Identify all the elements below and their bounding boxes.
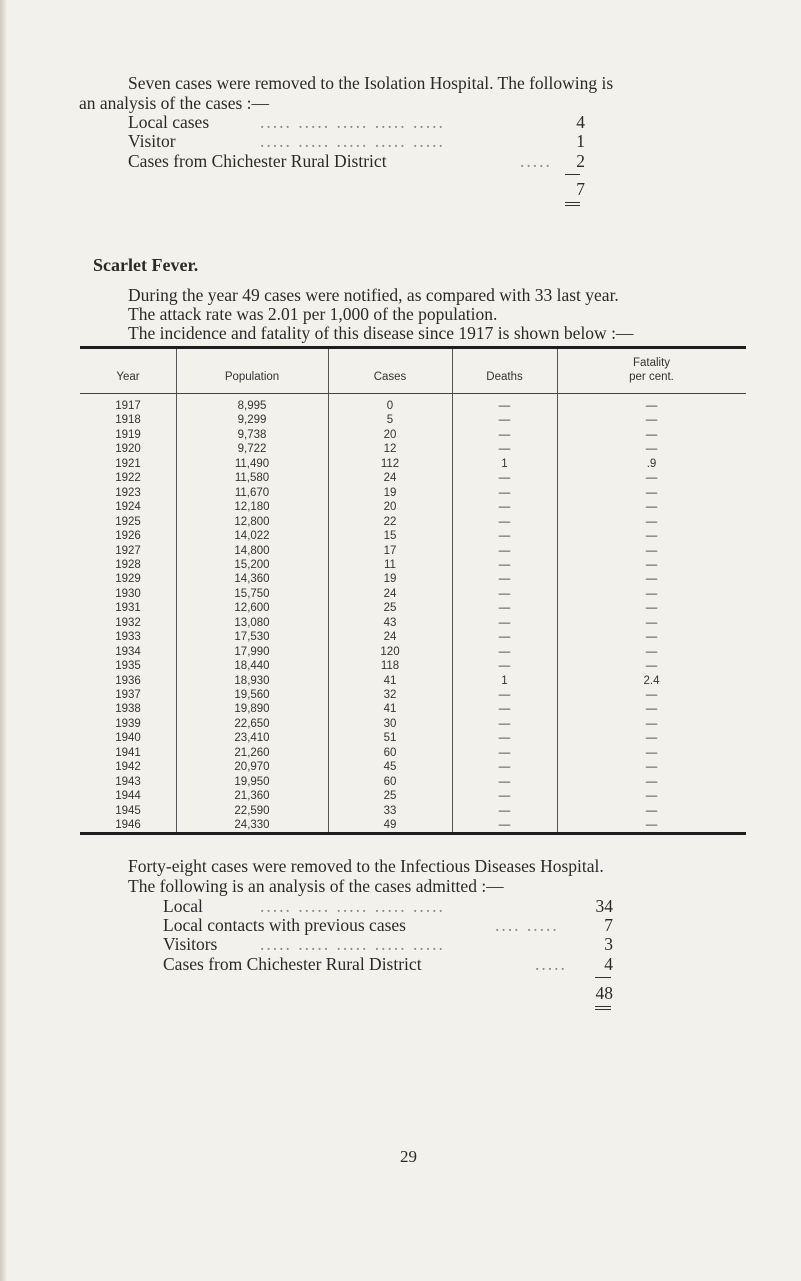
infectious-total: 48 (595, 983, 613, 1003)
cell-year: 1922 (115, 472, 141, 485)
infectious-item-label: Local contacts with previous cases (163, 915, 406, 935)
cell-cases: 60 (383, 746, 397, 759)
cell-year: 1926 (115, 530, 141, 543)
cell-population: 15,750 (234, 587, 270, 600)
cell-year: 1923 (115, 486, 141, 499)
total-double-rule (565, 202, 580, 203)
cell-fatality: — (645, 775, 658, 788)
cell-deaths: — (498, 703, 511, 716)
cell-cases: 15 (383, 530, 397, 543)
cell-population: 14,360 (234, 573, 270, 586)
infectious-item-label: Local (163, 896, 203, 916)
cell-cases: 5 (386, 414, 394, 427)
cell-fatality: — (645, 616, 658, 629)
cell-deaths: — (498, 530, 511, 543)
table-bottom-rule (80, 832, 746, 835)
cell-year: 1931 (115, 602, 141, 615)
cell-cases: 19 (383, 573, 397, 586)
cell-population: 23,410 (234, 732, 270, 745)
cell-year: 1939 (115, 717, 141, 730)
section-heading: Scarlet Fever. (93, 255, 199, 275)
cell-cases: 41 (383, 703, 397, 716)
intro-total: 7 (576, 179, 585, 199)
cell-fatality: — (645, 486, 658, 499)
cell-year: 1925 (115, 515, 141, 528)
cell-year: 1937 (115, 689, 141, 701)
cell-fatality: — (645, 703, 658, 716)
header-population: Population (224, 371, 280, 383)
cell-population: 14,800 (234, 544, 270, 557)
cell-cases: 51 (383, 732, 397, 745)
cell-population: 19,560 (234, 689, 270, 701)
cell-deaths: — (498, 400, 511, 412)
cell-deaths: — (498, 746, 511, 759)
cell-year: 1935 (115, 660, 141, 673)
intro-item-value: 2 (576, 151, 585, 171)
cell-deaths: — (498, 689, 511, 701)
cell-fatality: .9 (646, 457, 657, 470)
leader-dots: ..... ..... ..... ..... ..... (260, 131, 445, 151)
cell-population: 11,580 (234, 472, 270, 485)
cell-fatality: — (645, 732, 658, 745)
page-number: 29 (400, 1147, 417, 1166)
infectious-item-label: Visitors (163, 934, 218, 954)
cell-fatality: — (645, 717, 658, 730)
cell-cases: 43 (383, 616, 397, 629)
leader-dots: ..... (520, 151, 552, 171)
table-top-rule (80, 346, 746, 349)
cell-population: 19,950 (234, 775, 270, 788)
cell-year: 1938 (115, 703, 141, 716)
sum-rule (565, 174, 580, 175)
cell-cases: 49 (383, 819, 397, 832)
cell-population: 11,670 (234, 486, 270, 499)
cell-deaths: — (498, 501, 511, 514)
cell-cases: 25 (383, 602, 397, 615)
cell-year: 1934 (115, 645, 141, 658)
cell-population: 15,200 (234, 558, 270, 571)
infectious-item-value: 3 (604, 934, 613, 954)
cell-deaths: — (498, 602, 511, 615)
cell-deaths: — (498, 645, 511, 658)
cell-deaths: — (498, 775, 511, 788)
header-year: Year (116, 371, 140, 383)
infectious-item-value: 7 (604, 915, 613, 935)
intro-item-value: 4 (576, 112, 585, 132)
cell-fatality: — (645, 501, 658, 514)
cell-cases: 32 (383, 689, 397, 701)
cell-deaths: — (498, 660, 511, 673)
cell-deaths: — (498, 414, 511, 427)
cell-cases: 41 (383, 674, 397, 687)
cell-fatality: — (645, 660, 658, 673)
cell-population: 18,930 (234, 674, 270, 687)
infectious-item-label: Cases from Chichester Rural District (163, 954, 422, 974)
cell-population: 24,330 (234, 819, 270, 832)
intro-item-value: 1 (576, 131, 585, 151)
cell-cases: 24 (383, 472, 397, 485)
cell-cases: 12 (383, 443, 397, 456)
cell-year: 1924 (115, 501, 141, 514)
cell-deaths: — (498, 428, 511, 441)
cell-fatality: — (645, 587, 658, 600)
cell-fatality: 2.4 (643, 674, 660, 687)
cell-year: 1927 (115, 544, 141, 557)
cell-year: 1928 (115, 558, 141, 571)
cell-cases: 25 (383, 790, 397, 803)
cell-fatality: — (645, 631, 658, 644)
cell-year: 1921 (115, 457, 141, 470)
scarlet-para-1: During the year 49 cases were notified, as compared with 33 last year. (128, 285, 619, 305)
cell-fatality: — (645, 573, 658, 586)
cell-fatality: — (645, 645, 658, 658)
cell-cases: 60 (383, 775, 397, 788)
cell-year: 1945 (115, 804, 141, 817)
cell-year: 1943 (115, 775, 141, 788)
total-double-rule (595, 1006, 611, 1007)
cell-population: 22,650 (234, 717, 270, 730)
cell-deaths: — (498, 486, 511, 499)
cell-deaths: — (498, 790, 511, 803)
infectious-item-value: 4 (604, 954, 613, 974)
cell-deaths: — (498, 558, 511, 571)
cell-cases: 20 (383, 501, 397, 514)
cell-cases: 20 (383, 428, 397, 441)
scarlet-para-2: The attack rate was 2.01 per 1,000 of the population. (128, 304, 498, 324)
scarlet-para-3: The incidence and fatality of this disease since 1917 is shown below :— (128, 323, 634, 343)
cell-population: 9,299 (237, 414, 267, 427)
intro-item-label: Visitor (128, 131, 176, 151)
cell-year: 1930 (115, 587, 141, 600)
cell-cases: 11 (384, 558, 396, 571)
header-rule (80, 393, 746, 394)
cell-year: 1932 (115, 616, 141, 629)
leader-dots: ..... (535, 954, 567, 974)
cell-year: 1929 (115, 573, 141, 586)
cell-year: 1941 (115, 746, 141, 759)
total-double-rule (565, 205, 580, 206)
cell-year: 1946 (115, 819, 141, 832)
cell-cases: 22 (383, 515, 397, 528)
cell-deaths: — (498, 819, 511, 832)
cell-population: 17,530 (234, 631, 270, 644)
intro-line-1: Seven cases were removed to the Isolation Hospital. The following is (128, 73, 614, 93)
cell-cases: 33 (383, 804, 397, 817)
cell-year: 1917 (115, 400, 141, 412)
cell-deaths: — (498, 472, 511, 485)
cell-deaths: — (498, 573, 511, 586)
cell-fatality: — (645, 804, 658, 817)
cell-population: 11,490 (234, 457, 270, 470)
cell-population: 9,738 (237, 428, 267, 441)
cell-cases: 19 (383, 486, 397, 499)
cell-cases: 24 (383, 631, 397, 644)
sum-rule (595, 977, 611, 978)
cell-fatality: — (645, 414, 658, 427)
intro-line-2: an analysis of the cases :— (79, 93, 270, 113)
infectious-line-1: Forty-eight cases were removed to the Infectious Diseases Hospital. (128, 856, 604, 876)
cell-fatality: — (645, 443, 658, 456)
cell-population: 12,180 (234, 501, 270, 514)
cell-year: 1933 (115, 631, 141, 644)
leader-dots: ..... ..... ..... ..... ..... (260, 934, 445, 954)
cell-cases: 120 (380, 645, 400, 658)
cell-fatality: — (645, 472, 658, 485)
cell-fatality: — (645, 530, 658, 543)
cell-fatality: — (645, 400, 658, 412)
cell-year: 1942 (115, 761, 141, 774)
cell-deaths: — (498, 761, 511, 774)
cell-fatality: — (645, 602, 658, 615)
cell-deaths: 1 (501, 674, 508, 687)
cell-fatality: — (645, 761, 658, 774)
infectious-item-value: 34 (595, 896, 613, 916)
cell-fatality: — (645, 544, 658, 557)
cell-fatality: — (645, 428, 658, 441)
cell-cases: 30 (383, 717, 397, 730)
cell-fatality: — (645, 746, 658, 759)
cell-fatality: — (645, 689, 658, 701)
header-cases: Cases (373, 371, 407, 383)
cell-cases: 45 (383, 761, 397, 774)
cell-population: 12,800 (234, 515, 270, 528)
cell-year: 1944 (115, 790, 141, 803)
header-fatality: Fatality (632, 357, 671, 369)
cell-population: 17,990 (234, 645, 270, 658)
header-fatality-unit: per cent. (629, 371, 674, 383)
cell-population: 21,360 (234, 790, 270, 803)
cell-deaths: — (498, 631, 511, 644)
cell-deaths: — (498, 804, 511, 817)
cell-cases: 0 (386, 400, 394, 412)
cell-deaths: — (498, 544, 511, 557)
cell-cases: 112 (380, 457, 400, 470)
cell-deaths: — (498, 443, 511, 456)
header-deaths: Deaths (486, 371, 523, 383)
leader-dots: ..... ..... ..... ..... ..... (260, 112, 445, 132)
total-double-rule (595, 1009, 611, 1010)
cell-population: 20,970 (234, 761, 270, 774)
leader-dots: ..... ..... ..... ..... ..... (260, 896, 445, 916)
cell-year: 1919 (115, 428, 141, 441)
cell-population: 12,600 (234, 602, 270, 615)
cell-cases: 118 (380, 660, 400, 673)
cell-cases: 24 (383, 587, 397, 600)
cell-population: 9,722 (237, 443, 267, 456)
cell-population: 18,440 (234, 660, 270, 673)
cell-cases: 17 (383, 544, 397, 557)
cell-population: 13,080 (234, 616, 270, 629)
cell-fatality: — (645, 790, 658, 803)
cell-fatality: — (645, 558, 658, 571)
intro-item-label: Local cases (128, 112, 210, 132)
cell-deaths: — (498, 587, 511, 600)
cell-fatality: — (645, 819, 658, 832)
cell-population: 14,022 (234, 530, 270, 543)
cell-deaths: — (498, 515, 511, 528)
cell-population: 8,995 (237, 400, 267, 412)
cell-deaths: — (498, 616, 511, 629)
cell-deaths: — (498, 732, 511, 745)
cell-population: 21,260 (234, 746, 270, 759)
cell-deaths: 1 (501, 457, 508, 470)
cell-year: 1920 (115, 443, 141, 456)
leader-dots: .... ..... (495, 915, 559, 935)
cell-population: 19,890 (234, 703, 270, 716)
cell-deaths: — (498, 717, 511, 730)
cell-year: 1936 (115, 674, 141, 687)
cell-year: 1918 (115, 414, 141, 427)
page-edge-shadow (0, 0, 6, 1281)
intro-item-label: Cases from Chichester Rural District (128, 151, 387, 171)
cell-year: 1940 (115, 732, 141, 745)
cell-fatality: — (645, 515, 658, 528)
cell-population: 22,590 (234, 804, 270, 817)
infectious-line-2: The following is an analysis of the cases admitted :— (128, 876, 504, 896)
